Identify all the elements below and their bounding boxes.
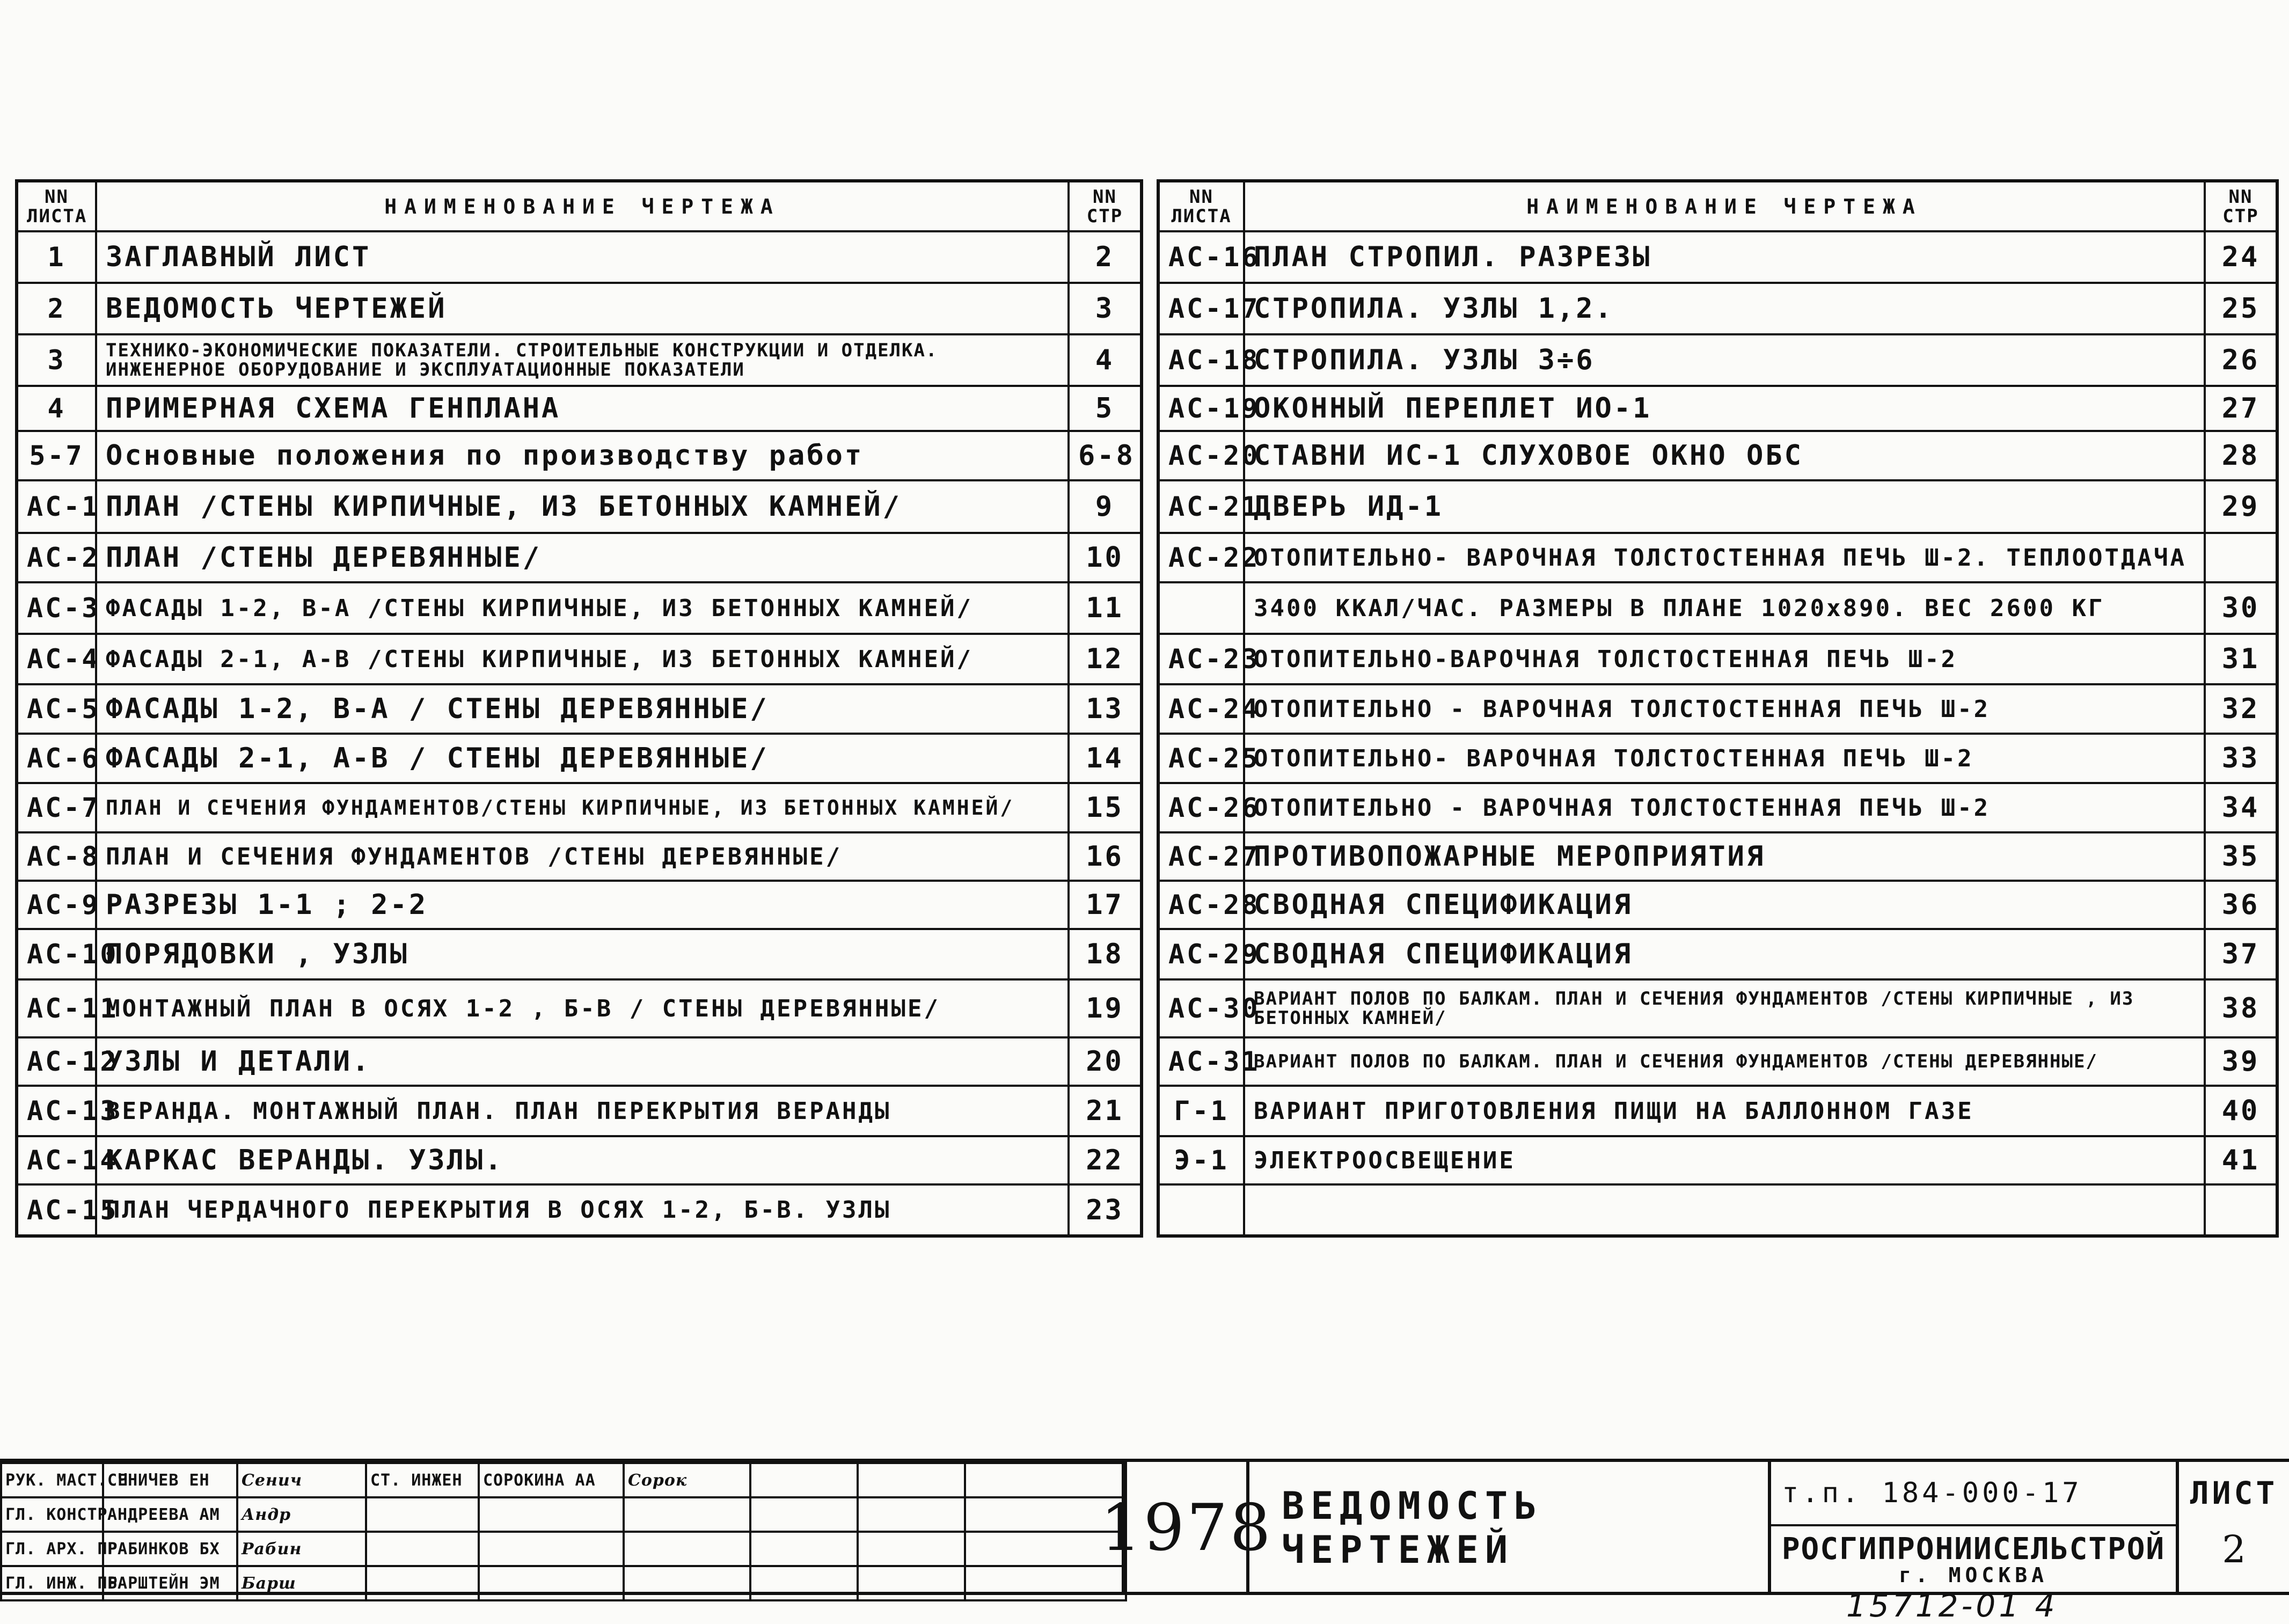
drawing-row	[17, 1037, 1142, 1086]
sheet-code: 4	[17, 386, 96, 431]
drawing-name: ОТОПИТЕЛЬНО- ВАРОЧНАЯ ТОЛСТОСТЕННАЯ ПЕЧЬ Ш-2. ТЕПЛООТДАЧА	[1244, 533, 2205, 582]
drawing-row	[17, 634, 1142, 684]
drawing-row	[1158, 582, 2277, 634]
sheet-code: АС-29	[1158, 929, 1244, 979]
sheet-code: АС-2	[17, 533, 96, 582]
page-number: 41	[2205, 1136, 2277, 1184]
page-number: 33	[2205, 734, 2277, 783]
header-page-number: NN СТР	[1069, 181, 1142, 231]
page-number: 36	[2205, 881, 2277, 929]
drawing-row	[1158, 881, 2277, 929]
sheet-code: Г-1	[1158, 1086, 1244, 1136]
page-number: 22	[1069, 1136, 1142, 1184]
sheet-code: АС-23	[1158, 634, 1244, 684]
person: СОРОКИНА АА	[479, 1463, 624, 1497]
sheet-code: АС-31	[1158, 1037, 1244, 1086]
sheet-code: АС-18	[1158, 334, 1244, 386]
page-number: 40	[2205, 1086, 2277, 1136]
drawing-list-right	[1157, 179, 2279, 1238]
sheet-code: АС-28	[1158, 881, 1244, 929]
sheet-code: АС-17	[1158, 283, 1244, 334]
drawing-row	[17, 480, 1142, 533]
page-number: 15	[1069, 783, 1142, 832]
drawing-row	[17, 734, 1142, 783]
drawing-name: ОТОПИТЕЛЬНО- ВАРОЧНАЯ ТОЛСТОСТЕННАЯ ПЕЧЬ Ш-2	[1244, 734, 2205, 783]
header-page-number: NN СТР	[2205, 181, 2277, 231]
drawing-name: ДВЕРЬ ИД-1	[1244, 480, 2205, 533]
drawing-name: ФАСАДЫ 1-2, В-А / СТЕНЫ ДЕРЕВЯННЫЕ/	[96, 684, 1069, 734]
page-number: 2	[1069, 231, 1142, 283]
drawing-name: СТАВНИ ИС-1 СЛУХОВОЕ ОКНО ОБС	[1244, 431, 2205, 480]
sheet-code: АС-8	[17, 832, 96, 881]
signature: Рабин	[237, 1532, 366, 1566]
page-number: 27	[2205, 386, 2277, 431]
page-number: 16	[1069, 832, 1142, 881]
person: РАБИНКОВ БХ	[103, 1532, 237, 1566]
role: СТ. ИНЖЕН	[366, 1463, 479, 1497]
drawing-row	[1158, 979, 2277, 1037]
drawing-row	[1158, 283, 2277, 334]
drawing-row	[1158, 231, 2277, 283]
drawing-row	[1158, 1136, 2277, 1184]
page-number: 17	[1069, 881, 1142, 929]
sheet-code: АС-15	[17, 1184, 96, 1236]
drawing-name: ПЛАН /СТЕНЫ КИРПИЧНЫЕ, ИЗ БЕТОННЫХ КАМНЕЙ/	[96, 480, 1069, 533]
sheet-code: АС-4	[17, 634, 96, 684]
drawing-row	[17, 979, 1142, 1037]
person: АНДРЕЕВА АМ	[103, 1497, 237, 1532]
page-number: 23	[1069, 1184, 1142, 1236]
sheet-number: 2	[2222, 1527, 2246, 1571]
page-number: 30	[2205, 582, 2277, 634]
sheet-code: АС-25	[1158, 734, 1244, 783]
sheet-code: АС-5	[17, 684, 96, 734]
drawing-name: ЭЛЕКТРООСВЕЩЕНИЕ	[1244, 1136, 2205, 1184]
drawing-name: Основные положения по производству работ	[96, 431, 1069, 480]
person: БАРШТЕЙН ЭМ	[103, 1566, 237, 1600]
page-number: 9	[1069, 480, 1142, 533]
sheet-code: АС-24	[1158, 684, 1244, 734]
page-number: 34	[2205, 783, 2277, 832]
page-number: 21	[1069, 1086, 1142, 1136]
drawing-row	[1158, 386, 2277, 431]
drawing-name: ВАРИАНТ ПОЛОВ ПО БАЛКАМ. ПЛАН И СЕЧЕНИЯ ФУНДАМЕНТОВ /СТЕНЫ ДЕРЕВЯННЫЕ/	[1244, 1037, 2205, 1086]
drawing-name: ПЛАН /СТЕНЫ ДЕРЕВЯННЫЕ/	[96, 533, 1069, 582]
inventory-number: 15712-01 4	[1846, 1588, 2058, 1624]
header-drawing-name: НАИМЕНОВАНИЕ ЧЕРТЕЖА	[1244, 181, 2205, 231]
sheet-code: АС-3	[17, 582, 96, 634]
page-number: 4	[1069, 334, 1142, 386]
sheet-code: 3	[17, 334, 96, 386]
page-number: 12	[1069, 634, 1142, 684]
sheet-code: Э-1	[1158, 1136, 1244, 1184]
drawing-row	[17, 1086, 1142, 1136]
page-number: 39	[2205, 1037, 2277, 1086]
drawing-name: ВАРИАНТ ПОЛОВ ПО БАЛКАМ. ПЛАН И СЕЧЕНИЯ ФУНДАМЕНТОВ /СТЕНЫ КИРПИЧНЫЕ , ИЗ БЕТОННЫХ КАМНЕЙ/	[1244, 979, 2205, 1037]
page-number: 29	[2205, 480, 2277, 533]
drawing-name: 3400 ККАЛ/ЧАС. РАЗМЕРЫ В ПЛАНЕ 1020х890. ВЕС 2600 КГ	[1244, 582, 2205, 634]
sheet-code: АС-19	[1158, 386, 1244, 431]
drawing-name: СВОДНАЯ СПЕЦИФИКАЦИЯ	[1244, 929, 2205, 979]
drawing-name: ПЛАН И СЕЧЕНИЯ ФУНДАМЕНТОВ /СТЕНЫ ДЕРЕВЯННЫЕ/	[96, 832, 1069, 881]
page-number: 3	[1069, 283, 1142, 334]
sheet-code: АС-16	[1158, 231, 1244, 283]
drawing-name: ПРИМЕРНАЯ СХЕМА ГЕНПЛАНА	[96, 386, 1069, 431]
sheet-label: ЛИСТ	[2190, 1475, 2278, 1511]
page-number: 19	[1069, 979, 1142, 1037]
project-cipher: т.п. 184-000-17	[1768, 1462, 2176, 1526]
sheet-code: АС-6	[17, 734, 96, 783]
sheet-code: АС-27	[1158, 832, 1244, 881]
sheet-code: АС-1	[17, 480, 96, 533]
page-number: 32	[2205, 684, 2277, 734]
drawing-name: СВОДНАЯ СПЕЦИФИКАЦИЯ	[1244, 881, 2205, 929]
drawing-name: ПОРЯДОВКИ , УЗЛЫ	[96, 929, 1069, 979]
organization-city: г. МОСКВА	[1899, 1563, 2048, 1587]
drawing-row	[17, 431, 1142, 480]
page-number: 26	[2205, 334, 2277, 386]
role: ГЛ. АРХ. ПР	[1, 1532, 103, 1566]
drawing-name: ОТОПИТЕЛЬНО - ВАРОЧНАЯ ТОЛСТОСТЕННАЯ ПЕЧЬ Ш-2	[1244, 684, 2205, 734]
sheet-code: АС-7	[17, 783, 96, 832]
drawing-name: ПЛАН СТРОПИЛ. РАЗРЕЗЫ	[1244, 231, 2205, 283]
sheet-code	[1158, 582, 1244, 634]
drawing-row	[17, 334, 1142, 386]
sheet-code: АС-9	[17, 881, 96, 929]
drawing-row	[17, 832, 1142, 881]
title-block-signatures	[0, 1462, 1127, 1601]
signature: Сенич	[237, 1463, 366, 1497]
drawing-row	[17, 684, 1142, 734]
sheet-code	[1158, 1184, 1244, 1236]
drawing-name: РАЗРЕЗЫ 1-1 ; 2-2	[96, 881, 1069, 929]
drawing-row	[17, 386, 1142, 431]
drawing-name: ВЕДОМОСТЬ ЧЕРТЕЖЕЙ	[96, 283, 1069, 334]
drawing-row	[1158, 684, 2277, 734]
sheet-code: АС-26	[1158, 783, 1244, 832]
sheet-code: АС-11	[17, 979, 96, 1037]
role: ГЛ. ИНЖ. ПР	[1, 1566, 103, 1600]
drawing-name: СТРОПИЛА. УЗЛЫ 1,2.	[1244, 283, 2205, 334]
drawing-row	[1158, 1037, 2277, 1086]
sheet-code: АС-21	[1158, 480, 1244, 533]
page-number	[2205, 533, 2277, 582]
role: РУК. МАСТ. Ч	[1, 1463, 103, 1497]
drawing-name: ОТОПИТЕЛЬНО - ВАРОЧНАЯ ТОЛСТОСТЕННАЯ ПЕЧЬ Ш-2	[1244, 783, 2205, 832]
drawing-name: ФАСАДЫ 1-2, В-А /СТЕНЫ КИРПИЧНЫЕ, ИЗ БЕТОННЫХ КАМНЕЙ/	[96, 582, 1069, 634]
page-number	[2205, 1184, 2277, 1236]
signature: Андр	[237, 1497, 366, 1532]
page-number: 38	[2205, 979, 2277, 1037]
drawing-name: ТЕХНИКО-ЭКОНОМИЧЕСКИЕ ПОКАЗАТЕЛИ. СТРОИТЕЛЬНЫЕ КОНСТРУКЦИИ И ОТДЕЛКА. ИНЖЕНЕРНОЕ ОБОРУДОВАНИЕ И ЭКСПЛУАТАЦИОННЫЕ ПОКАЗАТЕЛИ	[96, 334, 1069, 386]
drawing-row	[17, 533, 1142, 582]
page-number: 5	[1069, 386, 1142, 431]
drawing-row	[17, 881, 1142, 929]
page-number: 35	[2205, 832, 2277, 881]
document-title: ВЕДОМОСТЬ ЧЕРТЕЖЕЙ	[1246, 1462, 1768, 1594]
drawing-row	[1158, 832, 2277, 881]
page-number: 24	[2205, 231, 2277, 283]
drawing-name: ВАРИАНТ ПРИГОТОВЛЕНИЯ ПИЩИ НА БАЛЛОННОМ ГАЗЕ	[1244, 1086, 2205, 1136]
drawing-row	[1158, 634, 2277, 684]
page-number: 11	[1069, 582, 1142, 634]
sheet-code: АС-13	[17, 1086, 96, 1136]
drawing-name: КАРКАС ВЕРАНДЫ. УЗЛЫ.	[96, 1136, 1069, 1184]
drawing-name: ФАСАДЫ 2-1, А-В /СТЕНЫ КИРПИЧНЫЕ, ИЗ БЕТОННЫХ КАМНЕЙ/	[96, 634, 1069, 684]
sheet-code: АС-14	[17, 1136, 96, 1184]
drawing-row	[1158, 533, 2277, 582]
page-number: 13	[1069, 684, 1142, 734]
drawing-name: УЗЛЫ И ДЕТАЛИ.	[96, 1037, 1069, 1086]
sheet-code: 2	[17, 283, 96, 334]
drawing-name: МОНТАЖНЫЙ ПЛАН В ОСЯХ 1-2 , Б-В / СТЕНЫ ДЕРЕВЯННЫЕ/	[96, 979, 1069, 1037]
year: 1978	[1122, 1462, 1248, 1594]
page-number: 28	[2205, 431, 2277, 480]
sheet-code: АС-22	[1158, 533, 1244, 582]
drawing-name: ОТОПИТЕЛЬНО-ВАРОЧНАЯ ТОЛСТОСТЕННАЯ ПЕЧЬ Ш-2	[1244, 634, 2205, 684]
page-number: 31	[2205, 634, 2277, 684]
person: СЕНИЧЕВ ЕН	[103, 1463, 237, 1497]
drawing-name: ОКОННЫЙ ПЕРЕПЛЕТ ИО-1	[1244, 386, 2205, 431]
sheet-code: 5-7	[17, 431, 96, 480]
drawing-row	[1158, 734, 2277, 783]
drawing-name: СТРОПИЛА. УЗЛЫ 3÷6	[1244, 334, 2205, 386]
sheet-code: АС-12	[17, 1037, 96, 1086]
drawing-row	[1158, 334, 2277, 386]
drawing-row	[17, 1136, 1142, 1184]
page-number: 20	[1069, 1037, 1142, 1086]
drawing-row	[17, 929, 1142, 979]
page-number: 18	[1069, 929, 1142, 979]
page-number: 10	[1069, 533, 1142, 582]
drawing-row	[17, 231, 1142, 283]
drawing-name: ПЛАН ЧЕРДАЧНОГО ПЕРЕКРЫТИЯ В ОСЯХ 1-2, Б-В. УЗЛЫ	[96, 1184, 1069, 1236]
drawing-row	[1158, 1184, 2277, 1236]
page-number: 6-8	[1069, 431, 1142, 480]
drawing-row	[17, 783, 1142, 832]
role: ГЛ. КОНСТР	[1, 1497, 103, 1532]
drawing-name: ПРОТИВОПОЖАРНЫЕ МЕРОПРИЯТИЯ	[1244, 832, 2205, 881]
drawing-name: ЗАГЛАВНЫЙ ЛИСТ	[96, 231, 1069, 283]
page-number: 25	[2205, 283, 2277, 334]
organization	[1768, 1526, 2176, 1594]
drawing-row	[1158, 480, 2277, 533]
drawing-name: ВЕРАНДА. МОНТАЖНЫЙ ПЛАН. ПЛАН ПЕРЕКРЫТИЯ ВЕРАНДЫ	[96, 1086, 1069, 1136]
drawing-row	[1158, 783, 2277, 832]
drawing-row	[1158, 929, 2277, 979]
drawing-name: ФАСАДЫ 2-1, А-В / СТЕНЫ ДЕРЕВЯННЫЕ/	[96, 734, 1069, 783]
drawing-name	[1244, 1184, 2205, 1236]
header-drawing-name: НАИМЕНОВАНИЕ ЧЕРТЕЖА	[96, 181, 1069, 231]
header-sheet-number: NN ЛИСТА	[17, 181, 96, 231]
header-sheet-number: NN ЛИСТА	[1158, 181, 1244, 231]
page-number: 37	[2205, 929, 2277, 979]
sheet-code: 1	[17, 231, 96, 283]
organization-name: РОСГИПРОНИИСЕЛЬСТРОЙ	[1781, 1532, 2166, 1567]
drawing-row	[17, 1184, 1142, 1236]
drawing-row	[17, 582, 1142, 634]
signature: Сорок	[624, 1463, 750, 1497]
sheet-number-box	[2176, 1462, 2289, 1594]
drawing-list-left	[15, 179, 1143, 1238]
drawing-row	[17, 283, 1142, 334]
drawing-row	[1158, 431, 2277, 480]
signature: Барш	[237, 1566, 366, 1600]
drawing-row	[1158, 1086, 2277, 1136]
sheet-code: АС-10	[17, 929, 96, 979]
sheet-code: АС-30	[1158, 979, 1244, 1037]
page-number: 14	[1069, 734, 1142, 783]
drawing-name: ПЛАН И СЕЧЕНИЯ ФУНДАМЕНТОВ/СТЕНЫ КИРПИЧНЫЕ, ИЗ БЕТОННЫХ КАМНЕЙ/	[96, 783, 1069, 832]
sheet-code: АС-20	[1158, 431, 1244, 480]
